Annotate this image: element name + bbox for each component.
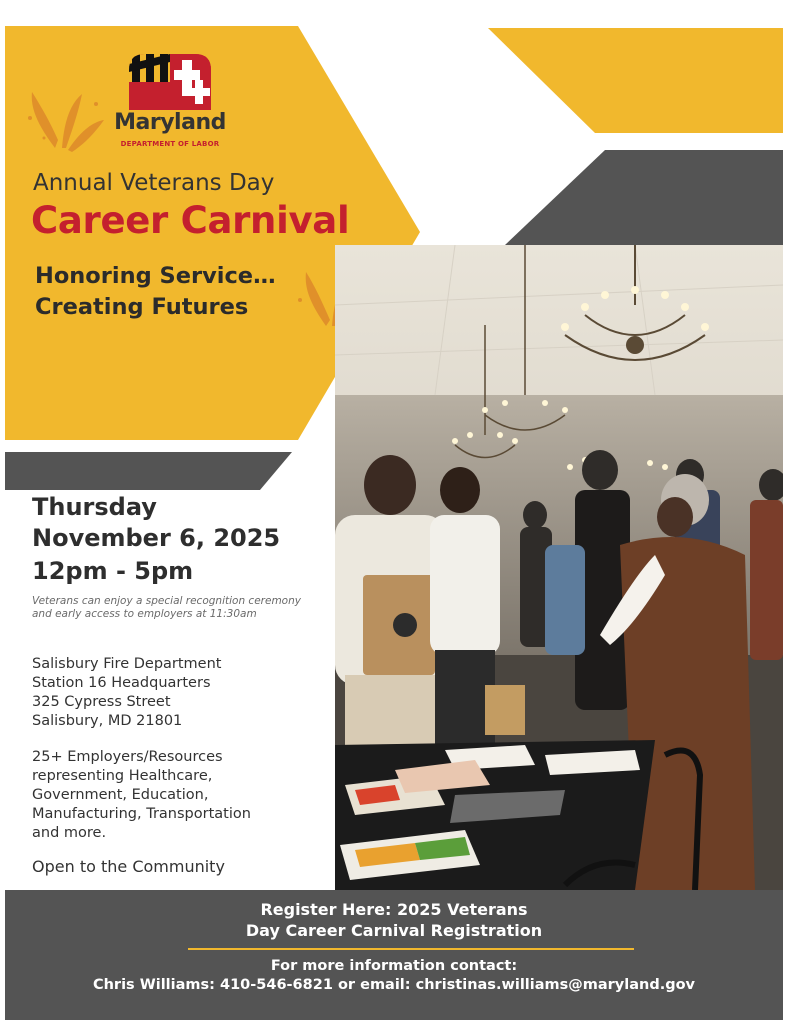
tagline-2: Creating Futures (35, 294, 249, 320)
employers-info (32, 748, 322, 843)
logo-name: Maryland (114, 110, 226, 135)
event-day: Thursday (32, 493, 157, 521)
logo-department: DEPARTMENT OF LABOR (120, 140, 220, 148)
tagline-1: Honoring Service… (35, 263, 276, 289)
location-address (32, 655, 322, 731)
employers-line: Government, Education, (32, 787, 209, 803)
employers-line: and more. (32, 825, 107, 841)
employers-line: Manufacturing, Transportation (32, 806, 251, 822)
address-line: Station 16 Headquarters (32, 675, 211, 691)
address-line: Salisbury, MD 21801 (32, 713, 183, 729)
employers-line: representing Healthcare, (32, 768, 213, 784)
event-date: November 6, 2025 (32, 524, 281, 552)
address-line: 325 Cypress Street (32, 694, 171, 710)
gray-right-band (505, 150, 783, 245)
page-title: Career Carnival (31, 199, 350, 242)
employers-line: 25+ Employers/Resources (32, 749, 223, 765)
maryland-logo (100, 50, 240, 155)
address-line: Salisbury Fire Department (32, 656, 222, 672)
header-line1: Annual Veterans Day (33, 170, 275, 196)
career-fair-photo (335, 245, 783, 890)
registration-link[interactable]: Day Career Carnival Registration (245, 921, 543, 940)
gold-corner-band (488, 28, 783, 133)
gray-left-band (5, 452, 292, 490)
divider (188, 948, 634, 950)
registration-link[interactable]: Register Here: 2025 Veterans (260, 900, 528, 919)
footer-banner (5, 890, 783, 1020)
community-note: Open to the Community (32, 857, 225, 876)
contact-heading: For more information contact: (270, 958, 518, 974)
event-photo-illustration (335, 245, 783, 890)
event-note: Veterans can enjoy a special recognition ceremony and early access to employers at 11:30am (32, 595, 301, 620)
contact-details[interactable]: Chris Williams: 410-546-6821 or email: christinas.williams@maryland.gov (92, 977, 696, 993)
maryland-flag-icon (100, 50, 240, 112)
event-time: 12pm - 5pm (32, 557, 194, 585)
